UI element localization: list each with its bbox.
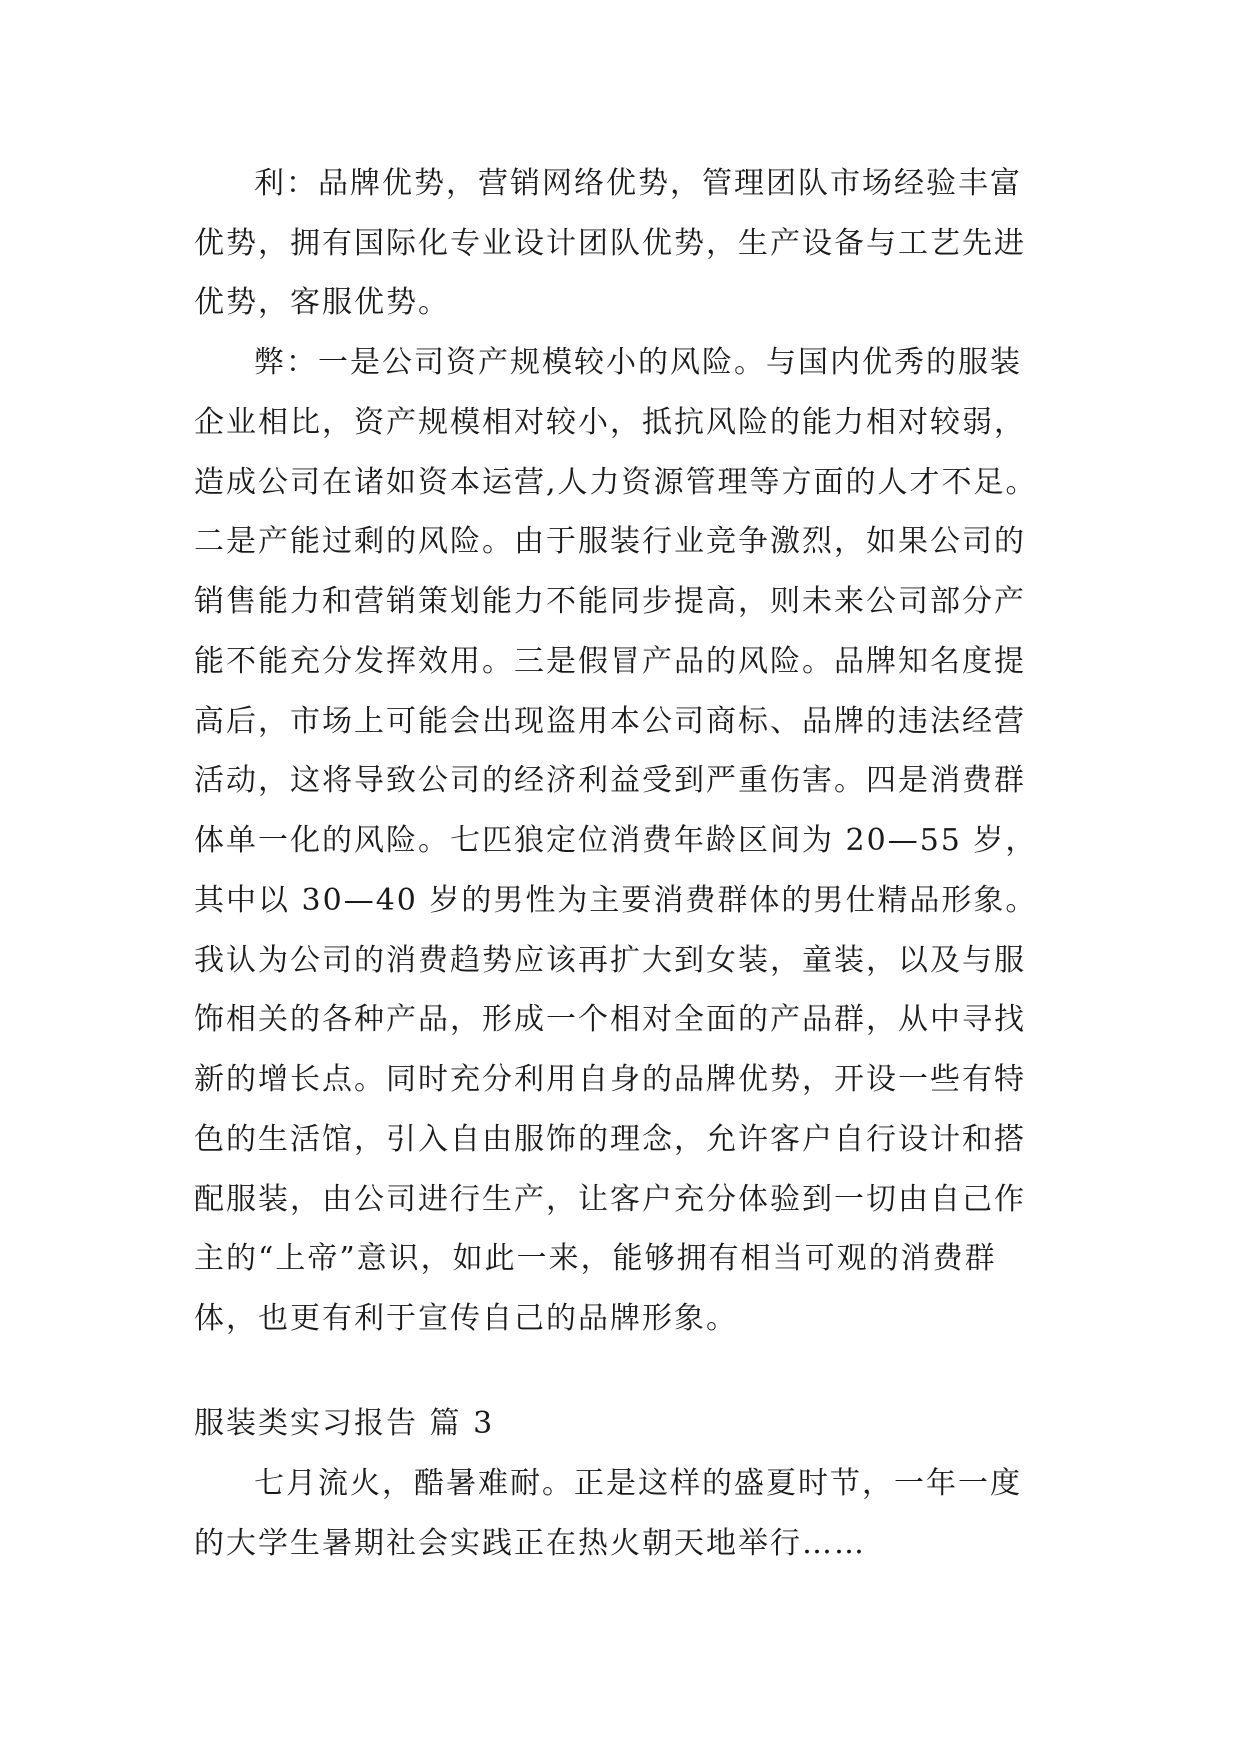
paragraph-disadvantages-line: 体，也更有利于宣传自己的品牌形象。 [194,1301,738,1336]
paragraph-disadvantages-line: 造成公司在诸如资本运营,人力资源管理等方面的人才不足。 [194,465,1038,500]
paragraph-disadvantages-line: 其中以 30—40 岁的男性为主要消费群体的男仕精品形象。 [194,883,1038,918]
paragraph-disadvantages-line: 企业相比，资产规模相对较小，抵抗风险的能力相对较弱， [194,405,1026,440]
paragraph-disadvantages-line: 新的增长点。同时充分利用自身的品牌优势，开设一些有特 [194,1062,1026,1097]
paragraph-advantages-line: 优势，客服优势。 [194,285,450,320]
paragraph-disadvantages-line: 能不能充分发挥效用。三是假冒产品的风险。品牌知名度提 [194,644,1026,679]
paragraph-intro-line: 七月流火，酷暑难耐。正是这样的盛夏时节，一年一度 [254,1466,1022,1501]
paragraph-disadvantages-line: 弊：一是公司资产规模较小的风险。与国内优秀的服装 [254,345,1022,380]
paragraph-disadvantages-line: 体单一化的风险。七匹狼定位消费年龄区间为 20—55 岁， [194,823,1038,858]
paragraph-disadvantages-line: 饰相关的各种产品，形成一个相对全面的产品群，从中寻找 [194,1002,1026,1037]
paragraph-advantages-line: 优势，拥有国际化专业设计团队优势，生产设备与工艺先进 [194,226,1026,261]
paragraph-disadvantages-line: 配服装，由公司进行生产，让客户充分体验到一切由自己作 [194,1182,1026,1217]
paragraph-disadvantages-line: 销售能力和营销策划能力不能同步提高，则未来公司部分产 [194,584,1026,619]
paragraph-disadvantages-line: 二是产能过剩的风险。由于服装行业竞争激烈，如果公司的 [194,524,1026,559]
paragraph-disadvantages-line: 色的生活馆，引入自由服饰的理念，允许客户自行设计和搭 [194,1122,1026,1157]
paragraph-disadvantages-line: 活动，这将导致公司的经济利益受到严重伤害。四是消费群 [194,763,1026,798]
paragraph-intro-line: 的大学生暑期社会实践正在热火朝天地举行…… [194,1526,866,1561]
section-heading: 服装类实习报告 篇 3 [194,1406,495,1441]
paragraph-disadvantages-line: 高后，市场上可能会出现盗用本公司商标、品牌的违法经营 [194,704,1026,739]
paragraph-advantages-line: 利：品牌优势，营销网络优势，管理团队市场经验丰富 [254,166,1022,201]
paragraph-disadvantages-line: 我认为公司的消费趋势应该再扩大到女装，童装，以及与服 [194,943,1026,978]
paragraph-disadvantages-line: 主的“上帝”意识，如此一来，能够拥有相当可观的消费群 [194,1241,997,1276]
